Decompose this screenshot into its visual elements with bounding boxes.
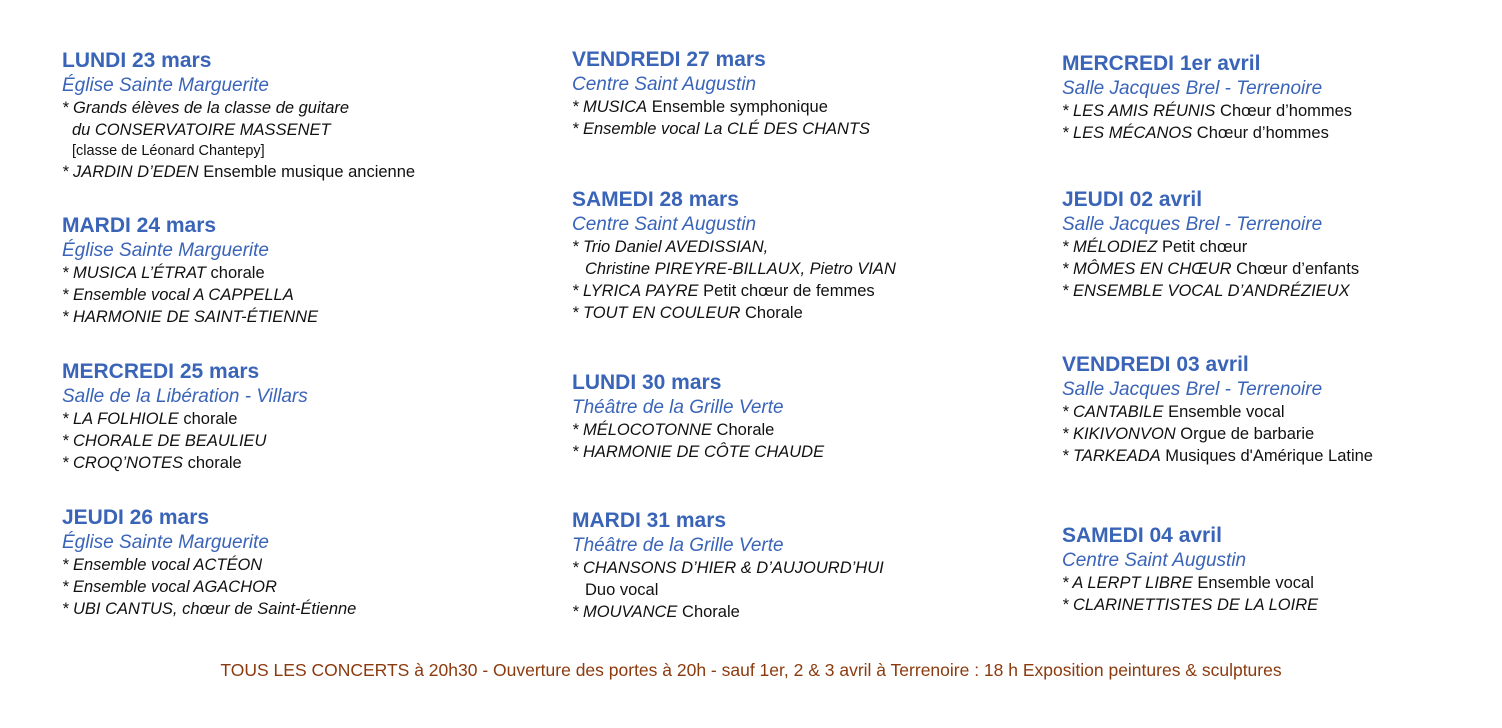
performer-desc: Petit chœur de femmes — [698, 282, 875, 300]
concert-venue: Théâtre de la Grille Verte — [572, 535, 784, 556]
performer-line — [1062, 280, 1359, 302]
concert-block — [1062, 51, 1352, 144]
performer-name: * LYRICA PAYRE — [572, 282, 699, 300]
performer-name: * LES AMIS RÉUNIS — [1062, 102, 1216, 120]
performer-line — [62, 408, 308, 430]
concert-venue: Salle de la Libération - Villars — [62, 386, 308, 407]
performer-line — [62, 141, 415, 161]
concert-venue: Église Sainte Marguerite — [62, 240, 269, 261]
performer-line — [572, 118, 870, 140]
performer-line — [1062, 122, 1352, 144]
performer-line — [572, 302, 896, 324]
performer-name: * Grands élèves de la classe de guitare — [62, 99, 350, 117]
performer-name: * MÉLOCOTONNE — [572, 421, 712, 439]
concert-venue: Théâtre de la Grille Verte — [572, 397, 784, 418]
concert-venue: Salle Jacques Brel - Terrenoire — [1062, 78, 1323, 99]
concert-block — [572, 47, 870, 140]
performer-name: * ENSEMBLE VOCAL D’ANDRÉZIEUX — [1062, 282, 1350, 300]
performer-line — [62, 576, 356, 598]
concert-day: SAMEDI 28 mars — [572, 188, 739, 211]
performer-line — [1062, 572, 1318, 594]
performer-line — [62, 598, 356, 620]
performer-desc: Petit chœur — [1157, 238, 1248, 256]
concert-block — [62, 505, 356, 620]
performer-name: * HARMONIE DE SAINT-ÉTIENNE — [62, 308, 319, 326]
concert-venue: Salle Jacques Brel - Terrenoire — [1062, 214, 1323, 235]
concert-day: JEUDI 02 avril — [1062, 188, 1203, 211]
performer-line — [1062, 401, 1373, 423]
performer-name: * JARDIN D’EDEN — [62, 163, 199, 181]
performer-line — [1062, 594, 1318, 616]
performer-desc: Ensemble symphonique — [647, 98, 828, 116]
performer-line — [62, 430, 308, 452]
performer-line — [62, 262, 318, 284]
performer-name: * CHORALE DE BEAULIEU — [62, 432, 267, 450]
performer-name: * TOUT EN COULEUR — [572, 304, 741, 322]
performer-line — [572, 280, 896, 302]
performer-line — [572, 236, 896, 258]
concert-day: MARDI 31 mars — [572, 509, 727, 532]
performer-name: * CANTABILE — [1062, 403, 1164, 421]
performer-line — [62, 554, 356, 576]
performer-desc: chorale — [183, 454, 242, 472]
performer-desc: Ensemble vocal — [1192, 574, 1314, 592]
performer-desc: chorale — [205, 264, 265, 282]
performer-name: * Ensemble vocal AGACHOR — [62, 578, 277, 596]
performer-line — [572, 419, 824, 441]
performer-name: du CONSERVATOIRE MASSENET — [72, 121, 331, 139]
performer-line — [572, 96, 870, 118]
performer-name: * KIKIVONVON — [1062, 425, 1176, 443]
performer-name: * CROQ’NOTES — [62, 454, 184, 472]
performer-desc: Chorale — [677, 603, 740, 621]
performer-name: Christine PIREYRE-BILLAUX, Pietro VIAN — [585, 260, 896, 278]
performer-desc: chorale — [178, 410, 238, 428]
performer-name: * TARKEADA — [1062, 447, 1161, 465]
concert-venue: Centre Saint Augustin — [572, 74, 757, 95]
performer-line — [572, 258, 896, 280]
concert-venue: Centre Saint Augustin — [572, 214, 757, 235]
concert-day: MARDI 24 mars — [62, 214, 217, 237]
performer-line — [572, 579, 884, 601]
performer-desc: Orgue de barbarie — [1175, 425, 1315, 443]
performer-desc: Chorale — [711, 421, 775, 439]
performer-line — [62, 97, 415, 119]
performer-desc: Chœur d’hommes — [1215, 102, 1353, 120]
performer-name: * MÉLODIEZ — [1062, 238, 1158, 256]
performer-name: * HARMONIE DE CÔTE CHAUDE — [572, 443, 825, 461]
footer-note: TOUS LES CONCERTS à 20h30 - Ouverture des portes à 20h - sauf 1er, 2 & 3 avril à Terrenoire : 18 h Exposition peintures & sculptures — [220, 660, 1282, 680]
concert-block — [1062, 187, 1359, 302]
performer-name: * CHANSONS D’HIER & D’AUJOURD’HUI — [572, 559, 884, 577]
performer-line — [572, 441, 824, 463]
performer-desc: Chorale — [740, 304, 803, 322]
performer-line — [62, 119, 415, 141]
performer-name: * MÔMES EN CHŒUR — [1062, 260, 1232, 278]
performer-line — [1062, 236, 1359, 258]
performer-name: * A LERPT LIBRE — [1062, 574, 1193, 592]
performer-name: * Ensemble vocal La CLÉ DES CHANTS — [572, 120, 871, 138]
concert-block — [572, 370, 824, 463]
concert-block — [572, 508, 884, 623]
concert-day: SAMEDI 04 avril — [1062, 524, 1222, 547]
performer-desc: Ensemble musique ancienne — [198, 163, 416, 181]
concert-block — [62, 359, 308, 474]
concert-block — [1062, 523, 1318, 616]
performer-name: * MOUVANCE — [572, 603, 678, 621]
performer-name: * CLARINETTISTES DE LA LOIRE — [1062, 596, 1319, 614]
concert-block — [62, 48, 415, 183]
performer-name: * LES MÉCANOS — [1062, 124, 1193, 142]
performer-name: * MUSICA L’ÉTRAT — [62, 264, 206, 282]
performer-name: * Ensemble vocal A CAPPELLA — [62, 286, 294, 304]
performer-name: * Ensemble vocal ACTÉON — [62, 556, 263, 574]
concert-venue: Centre Saint Augustin — [1062, 550, 1247, 571]
concert-day: VENDREDI 27 mars — [572, 48, 766, 71]
concert-block — [62, 213, 318, 328]
concert-venue: Église Sainte Marguerite — [62, 75, 269, 96]
performer-desc: Chœur d’enfants — [1231, 260, 1360, 278]
performer-line — [1062, 445, 1373, 467]
performer-line — [62, 284, 318, 306]
performer-desc: [classe de Léonard Chantepy] — [72, 143, 265, 159]
concert-day: LUNDI 30 mars — [572, 371, 722, 394]
concert-venue: Salle Jacques Brel - Terrenoire — [1062, 379, 1323, 400]
performer-line — [62, 452, 308, 474]
concert-day: MERCREDI 25 mars — [62, 360, 260, 383]
performer-name: * UBI CANTUS, chœur de Saint-Étienne — [62, 600, 357, 618]
concert-day: VENDREDI 03 avril — [1062, 353, 1249, 376]
performer-line — [1062, 423, 1373, 445]
performer-line — [62, 161, 415, 183]
concert-day: LUNDI 23 mars — [62, 49, 212, 72]
concert-block — [1062, 352, 1373, 467]
performer-name: * Trio Daniel AVEDISSIAN, — [572, 238, 769, 256]
performer-line — [1062, 100, 1352, 122]
performer-desc: Chœur d’hommes — [1192, 124, 1329, 142]
performer-line — [1062, 258, 1359, 280]
concert-block — [572, 187, 896, 324]
performer-desc: Duo vocal — [585, 581, 659, 599]
concert-day: JEUDI 26 mars — [62, 506, 210, 529]
performer-line — [572, 601, 884, 623]
performer-name: * MUSICA — [572, 98, 648, 116]
performer-desc: Musiques d'Amérique Latine — [1160, 447, 1373, 465]
performer-desc: Ensemble vocal — [1163, 403, 1285, 421]
performer-line — [572, 557, 884, 579]
performer-line — [62, 306, 318, 328]
concert-venue: Église Sainte Marguerite — [62, 532, 269, 553]
concert-day: MERCREDI 1er avril — [1062, 52, 1261, 75]
performer-name: * LA FOLHIOLE — [62, 410, 179, 428]
